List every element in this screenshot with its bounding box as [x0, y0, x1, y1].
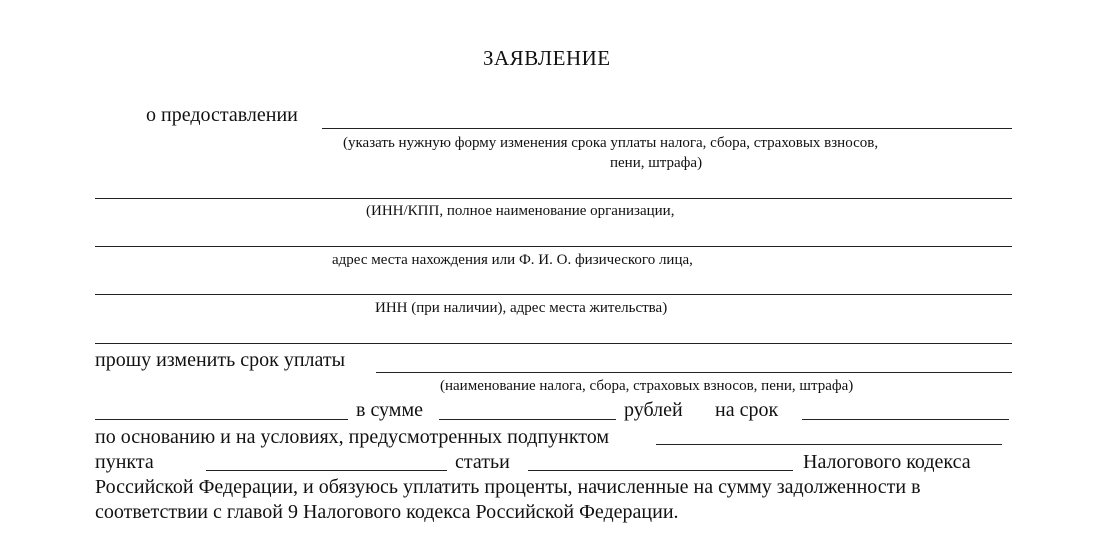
point-label: пункта	[95, 451, 154, 473]
provision-hint-line2: пени, штрафа)	[610, 155, 703, 171]
request-label: прошу изменить срок уплаты	[95, 349, 346, 371]
term-label: на срок	[715, 399, 779, 421]
document-title: ЗАЯВЛЕНИЕ	[483, 46, 611, 70]
inn-hint: ИНН (при наличии), адрес места жительства)	[375, 300, 668, 316]
article-label: статьи	[455, 451, 510, 473]
inn-field[interactable]	[95, 294, 1012, 295]
currency-label: рублей	[624, 399, 683, 421]
amount-label: в сумме	[356, 399, 423, 421]
provision-form-field[interactable]	[322, 128, 1012, 129]
term-field[interactable]	[802, 419, 1009, 420]
point-field[interactable]	[206, 470, 447, 471]
tax-name-field[interactable]	[376, 372, 1012, 373]
obligation-line2: соответствии с главой 9 Налогового кодекса Российской Федерации.	[95, 501, 679, 523]
tax-hint: (наименование налога, сбора, страховых взносов, пени, штрафа)	[440, 378, 854, 394]
article-field[interactable]	[528, 470, 793, 471]
organization-field[interactable]	[95, 198, 1012, 199]
basis-label: по основанию и на условиях, предусмотренных подпунктом	[95, 426, 610, 448]
org-hint: (ИНН/КПП, полное наименование организации,	[366, 203, 675, 219]
subparagraph-field[interactable]	[656, 444, 1002, 445]
address-field[interactable]	[95, 246, 1012, 247]
obligation-line1: Российской Федерации, и обязуюсь уплатить проценты, начисленные на сумму задолженности в	[95, 476, 921, 498]
code-label: Налогового кодекса	[803, 451, 971, 473]
address-hint: адрес места нахождения или Ф. И. О. физического лица,	[332, 252, 693, 268]
amount-prefix-field[interactable]	[95, 419, 348, 420]
amount-field[interactable]	[439, 419, 616, 420]
details-continuation-field[interactable]	[95, 343, 1012, 344]
provision-label: о предоставлении	[146, 104, 298, 126]
provision-hint-line1: (указать нужную форму изменения срока уплаты налога, сбора, страховых взносов,	[343, 135, 879, 151]
